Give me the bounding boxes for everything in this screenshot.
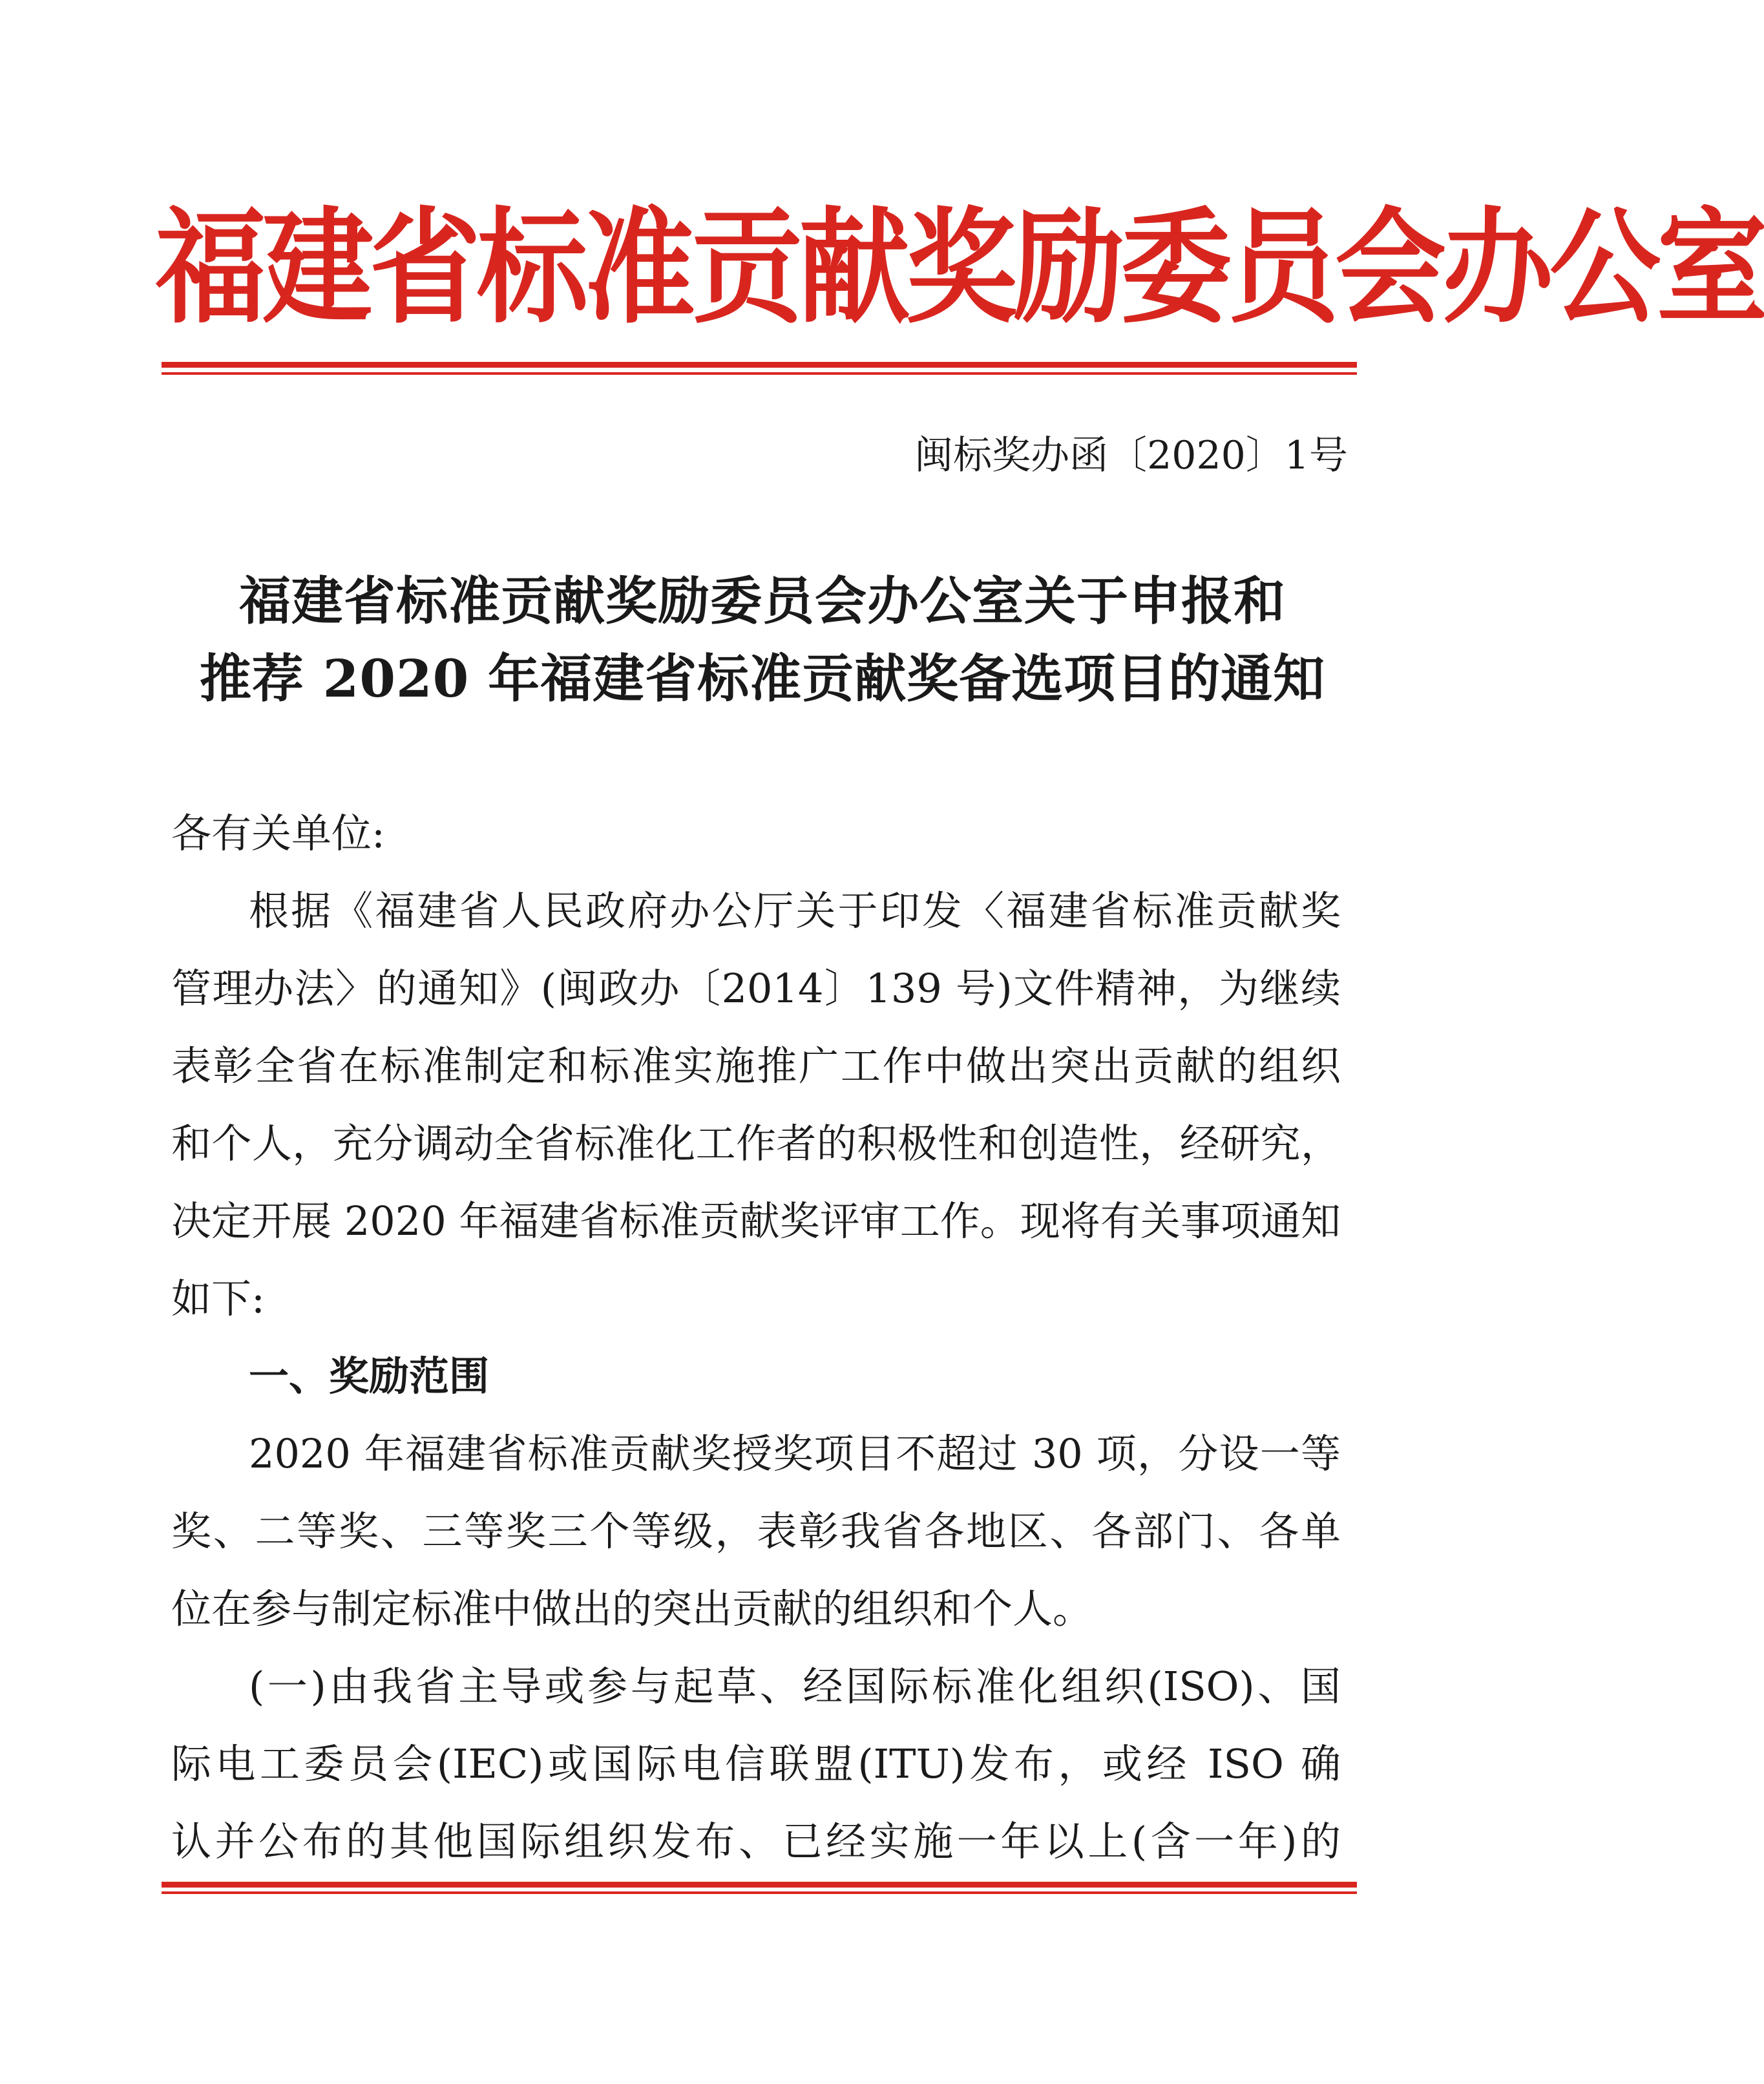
paragraph-2-line-3: 位在参与制定标准中做出的突出贡献的组织和个人。 [171, 1585, 1093, 1632]
section-1-heading: 一、奖励范围 [249, 1352, 490, 1400]
paragraph-1-line-5: 决定开展 2020 年福建省标准贡献奖评审工作。现将有关事项通知 [171, 1197, 1341, 1245]
document-title-line-1: 福建省标准贡献奖励委员会办公室关于申报和 [239, 571, 1286, 631]
paragraph-1-line-4: 和个人，充分调动全省标准化工作者的积极性和创造性，经研究， [171, 1120, 1341, 1167]
footer-rule-thin [162, 1891, 1357, 1894]
paragraph-1-line-1: 根据《福建省人民政府办公厅关于印发〈福建省标准贡献奖 [249, 887, 1341, 934]
paragraph-3-line-1: (一)由我省主导或参与起草、经国际标准化组织(ISO)、国 [249, 1663, 1341, 1710]
paragraph-1-line-2: 管理办法〉的通知》(闽政办〔2014〕139 号)文件精神，为继续 [171, 965, 1341, 1012]
letterhead-rule-thin [162, 372, 1357, 375]
salutation: 各有关单位: [171, 810, 385, 857]
footer-rule-thick [162, 1882, 1357, 1888]
letterhead-title: 福建省标准贡献奖励委员会办公室 [155, 195, 1764, 341]
paragraph-3-line-3: 认并公布的其他国际组织发布、已经实施一年以上(含一年)的 [171, 1818, 1341, 1865]
paragraph-3-line-2: 际电工委员会(IEC)或国际电信联盟(ITU)发布，或经 ISO 确 [171, 1740, 1341, 1787]
paragraph-2-line-1: 2020 年福建省标准贡献奖授奖项目不超过 30 项，分设一等 [249, 1430, 1341, 1477]
paragraph-2-line-2: 奖、二等奖、三等奖三个等级，表彰我省各地区、各部门、各单 [171, 1508, 1341, 1555]
paragraph-1-line-3: 表彰全省在标准制定和标准实施推广工作中做出突出贡献的组织 [171, 1042, 1341, 1089]
letterhead-rule-thick [162, 362, 1357, 368]
paragraph-1-line-6: 如下: [171, 1275, 265, 1322]
document-number: 闽标奖办函〔2020〕1号 [914, 433, 1348, 478]
document-title-line-2: 推荐 2020 年福建省标准贡献奖备选项目的通知 [199, 648, 1326, 709]
